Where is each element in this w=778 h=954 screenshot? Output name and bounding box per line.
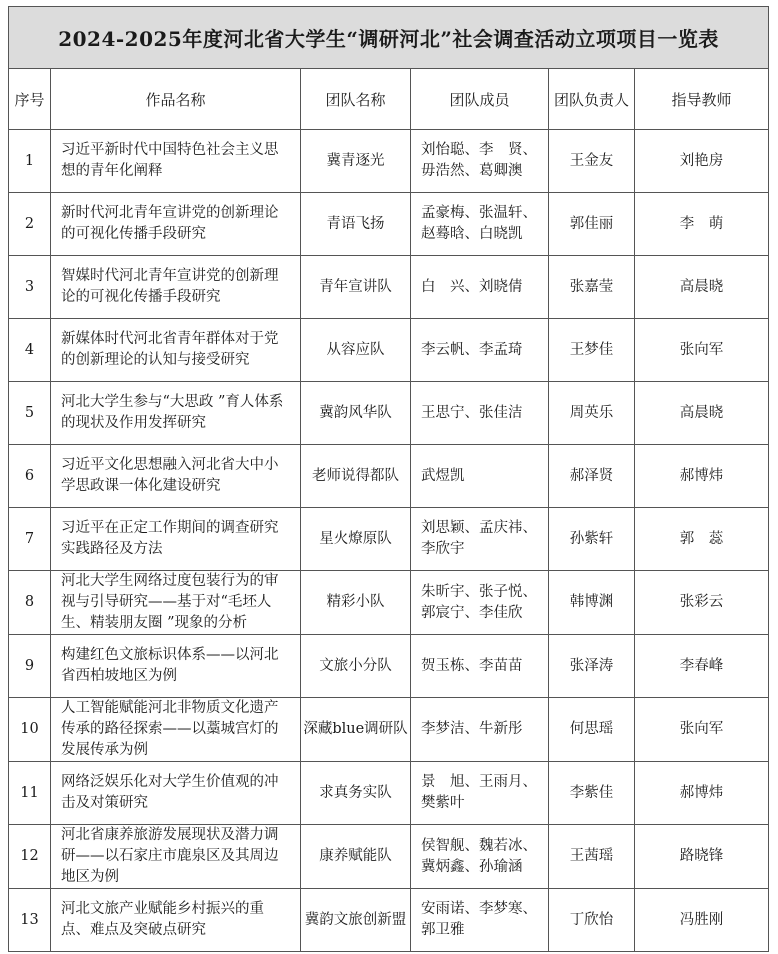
team-members: 武煜凯 [411,445,549,508]
advisor-name: 刘艳房 [635,130,769,193]
team-leader: 丁欣怡 [549,889,635,952]
team-leader: 周英乐 [549,382,635,445]
project-name: 新时代河北青年宣讲党的创新理论的可视化传播手段研究 [51,193,301,256]
advisor-name: 郭 蕊 [635,508,769,571]
team-leader: 王梦佳 [549,319,635,382]
team-name: 星火燎原队 [301,508,411,571]
project-name: 新媒体时代河北省青年群体对于党的创新理论的认知与接受研究 [51,319,301,382]
team-members: 李云帆、李孟琦 [411,319,549,382]
team-members: 侯智舰、魏若冰、冀炳鑫、孙瑜涵 [411,825,549,889]
row-number: 5 [9,382,51,445]
header-team: 团队名称 [301,69,411,130]
team-leader: 韩博渊 [549,571,635,635]
team-name: 求真务实队 [301,762,411,825]
team-name: 冀韵文旅创新盟 [301,889,411,952]
team-leader: 何思瑶 [549,698,635,762]
team-leader: 张泽涛 [549,635,635,698]
project-name: 智媒时代河北青年宣讲党的创新理论的可视化传播手段研究 [51,256,301,319]
row-number: 3 [9,256,51,319]
team-name: 从容应队 [301,319,411,382]
project-table [8,6,769,952]
row-number: 1 [9,130,51,193]
project-name: 河北文旅产业赋能乡村振兴的重点、难点及突破点研究 [51,889,301,952]
header-leader: 团队负责人 [549,69,635,130]
team-name: 冀青逐光 [301,130,411,193]
team-name: 青语飞扬 [301,193,411,256]
team-leader: 郝泽贤 [549,445,635,508]
advisor-name: 李春峰 [635,635,769,698]
header-advisor: 指导教师 [635,69,769,130]
table-title: 2024-2025年度河北省大学生“调研河北”社会调查活动立项项目一览表 [9,7,769,69]
advisor-name: 郝博炜 [635,762,769,825]
table-row [9,698,769,762]
row-number: 6 [9,445,51,508]
header-members: 团队成员 [411,69,549,130]
table-row [9,508,769,571]
team-members: 孟豪梅、张温轩、赵蓦晗、白晓凯 [411,193,549,256]
table-row [9,130,769,193]
header-project: 作品名称 [51,69,301,130]
project-name: 习近平新时代中国特色社会主义思想的青年化阐释 [51,130,301,193]
team-members: 李梦洁、牛新彤 [411,698,549,762]
advisor-name: 高晨晓 [635,382,769,445]
header-row [9,69,769,130]
table-row [9,635,769,698]
project-name: 人工智能赋能河北非物质文化遗产传承的路径探索——以藁城宫灯的发展传承为例 [51,698,301,762]
advisor-name: 冯胜刚 [635,889,769,952]
team-members: 王思宁、张佳洁 [411,382,549,445]
table-row [9,762,769,825]
project-name: 河北省康养旅游发展现状及潜力调研——以石家庄市鹿泉区及其周边地区为例 [51,825,301,889]
row-number: 4 [9,319,51,382]
project-name: 河北大学生网络过度包装行为的审视与引导研究——基于对“毛坯人生、精装朋友圈 ”现象的分析 [51,571,301,635]
advisor-name: 郝博炜 [635,445,769,508]
team-name: 文旅小分队 [301,635,411,698]
team-members: 景 旭、王雨月、樊紫叶 [411,762,549,825]
team-leader: 张嘉莹 [549,256,635,319]
team-name: 冀韵风华队 [301,382,411,445]
row-number: 11 [9,762,51,825]
project-name: 习近平在正定工作期间的调查研究实践路径及方法 [51,508,301,571]
row-number: 12 [9,825,51,889]
table-row [9,889,769,952]
row-number: 9 [9,635,51,698]
project-name: 河北大学生参与“大思政 ”育人体系的现状及作用发挥研究 [51,382,301,445]
team-leader: 李紫佳 [549,762,635,825]
team-members: 刘思颖、孟庆祎、李欣宇 [411,508,549,571]
advisor-name: 李 萌 [635,193,769,256]
team-name: 精彩小队 [301,571,411,635]
team-name: 老师说得都队 [301,445,411,508]
team-leader: 王茜瑶 [549,825,635,889]
team-name: 青年宣讲队 [301,256,411,319]
table-row [9,256,769,319]
project-name: 习近平文化思想融入河北省大中小学思政课一体化建设研究 [51,445,301,508]
team-members: 朱昕宇、张子悦、郭宸宁、李佳欣 [411,571,549,635]
row-number: 2 [9,193,51,256]
row-number: 8 [9,571,51,635]
team-name: 康养赋能队 [301,825,411,889]
team-leader: 王金友 [549,130,635,193]
advisor-name: 张向军 [635,319,769,382]
advisor-name: 高晨晓 [635,256,769,319]
table-row [9,319,769,382]
header-no: 序号 [9,69,51,130]
team-leader: 孙紫轩 [549,508,635,571]
team-members: 贺玉栋、李苗苗 [411,635,549,698]
table-row [9,382,769,445]
project-list-sheet [8,6,768,952]
table-row [9,193,769,256]
advisor-name: 路晓锋 [635,825,769,889]
project-name: 网络泛娱乐化对大学生价值观的冲击及对策研究 [51,762,301,825]
table-row [9,445,769,508]
advisor-name: 张向军 [635,698,769,762]
team-members: 刘怡聪、李 贤、毋浩然、葛卿澳 [411,130,549,193]
row-number: 7 [9,508,51,571]
advisor-name: 张彩云 [635,571,769,635]
row-number: 10 [9,698,51,762]
team-members: 安雨诺、李梦寒、郭卫雅 [411,889,549,952]
team-members: 白 兴、刘晓倩 [411,256,549,319]
table-row [9,825,769,889]
team-name: 深藏blue调研队 [301,698,411,762]
project-name: 构建红色文旅标识体系——以河北省西柏坡地区为例 [51,635,301,698]
row-number: 13 [9,889,51,952]
table-row [9,571,769,635]
team-leader: 郭佳丽 [549,193,635,256]
